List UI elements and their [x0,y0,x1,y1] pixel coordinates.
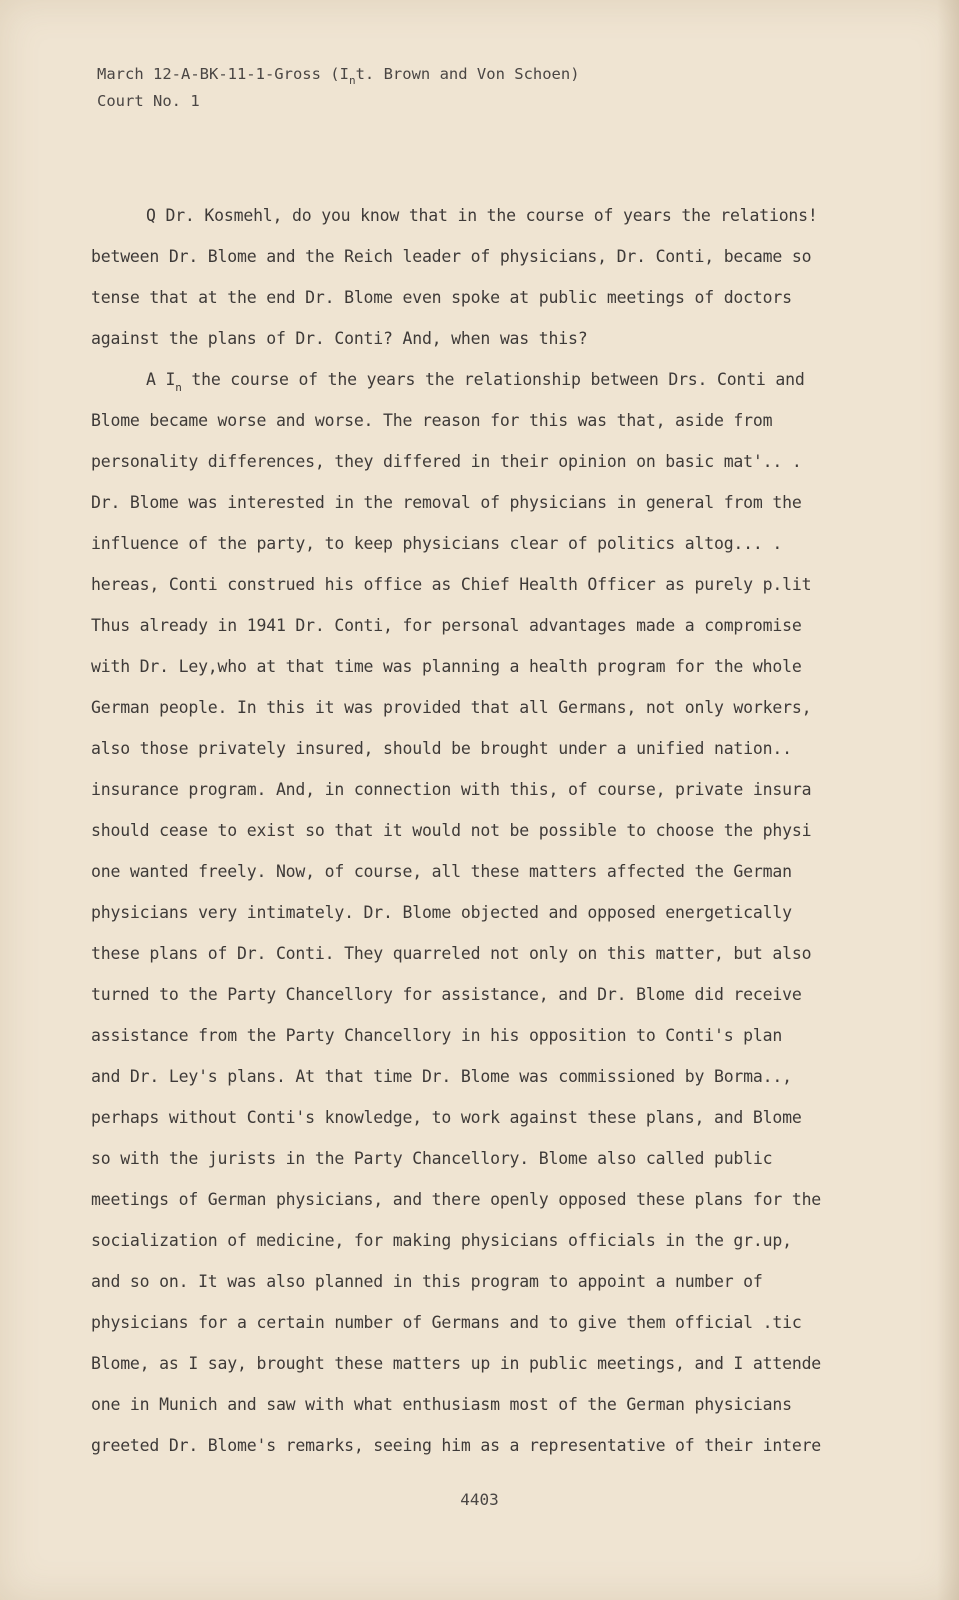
text-line: meetings of German physicians, and there openly opposed these plans for the [91,1190,822,1209]
document-header [97,64,580,112]
text-line: tense that at the end Dr. Blome even spoke at public meetings of doctors [91,288,792,307]
text-line: also those privately insured, should be brought under a unified nation.. [91,739,792,758]
text-line: so with the jurists in the Party Chancellory. Blome also called public [91,1149,773,1168]
page-edge-shadow [937,0,959,1600]
text-line: personality differences, they differed in their opinion on basic mat'.. . [91,452,802,471]
text-line: Blome became worse and worse. The reason for this was that, aside from [91,411,773,430]
text-line: against the plans of Dr. Conti? And, when was this? [91,329,588,348]
text-line: Blome, as I say, brought these matters up in public meetings, and I attende [91,1354,822,1373]
text-line: Thus already in 1941 Dr. Conti, for personal advantages made a compromise [91,616,802,635]
text-line: socialization of medicine, for making physicians officials in the gr.up, [91,1231,792,1250]
text-line: and so on. It was also planned in this program to appoint a number of [91,1272,763,1291]
text-line: Dr. Blome was interested in the removal of physicians in general from the [91,493,802,512]
answer-line: A $I_n$ the course of the years the relationship between Drs. Conti and [146,370,805,394]
text-line: turned to the Party Chancellory for assistance, and Dr. Blome did receive [91,985,802,1004]
text-line: greeted Dr. Blome's remarks, seeing him as a representative of their intere [91,1436,822,1455]
text-line: should cease to exist so that it would not be possible to choose the physi [91,821,812,840]
header-line-2: Court No. 1 [97,92,200,110]
text-line: perhaps without Conti's knowledge, to work against these plans, and Blome [91,1108,802,1127]
text-line: these plans of Dr. Conti. They quarreled not only on this matter, but also [91,944,812,963]
text-line: physicians for a certain number of Germans and to give them official .tic [91,1313,802,1332]
text-line: German people. In this it was provided that all Germans, not only workers, [91,698,812,717]
page-number: 4403 [460,1490,499,1509]
text-line: and Dr. Ley's plans. At that time Dr. Blome was commissioned by Borma.., [91,1067,792,1086]
text-line: influence of the party, to keep physicians clear of politics altog... . [91,534,783,553]
text-line: hereas, Conti construed his office as Chief Health Officer as purely p.lit [91,575,812,594]
text-line: physicians very intimately. Dr. Blome objected and opposed energetically [91,903,792,922]
text-line: assistance from the Party Chancellory in his opposition to Conti's plan [91,1026,783,1045]
header-line-1: March 12-A-BK-11-1-Gross ($I_nt$. Brown and Von Schoen) [97,65,580,87]
question-line: Q Dr. Kosmehl, do you know that in the course of years the relations! [146,206,818,225]
text-line: one wanted freely. Now, of course, all these matters affected the German [91,862,792,881]
text-line: insurance program. And, in connection with this, of course, private insura [91,780,812,799]
text-line: with Dr. Ley,who at that time was planning a health program for the whole [91,657,802,676]
text-line: between Dr. Blome and the Reich leader of physicians, Dr. Conti, became so [91,247,812,266]
text-line: one in Munich and saw with what enthusiasm most of the German physicians [91,1395,792,1414]
